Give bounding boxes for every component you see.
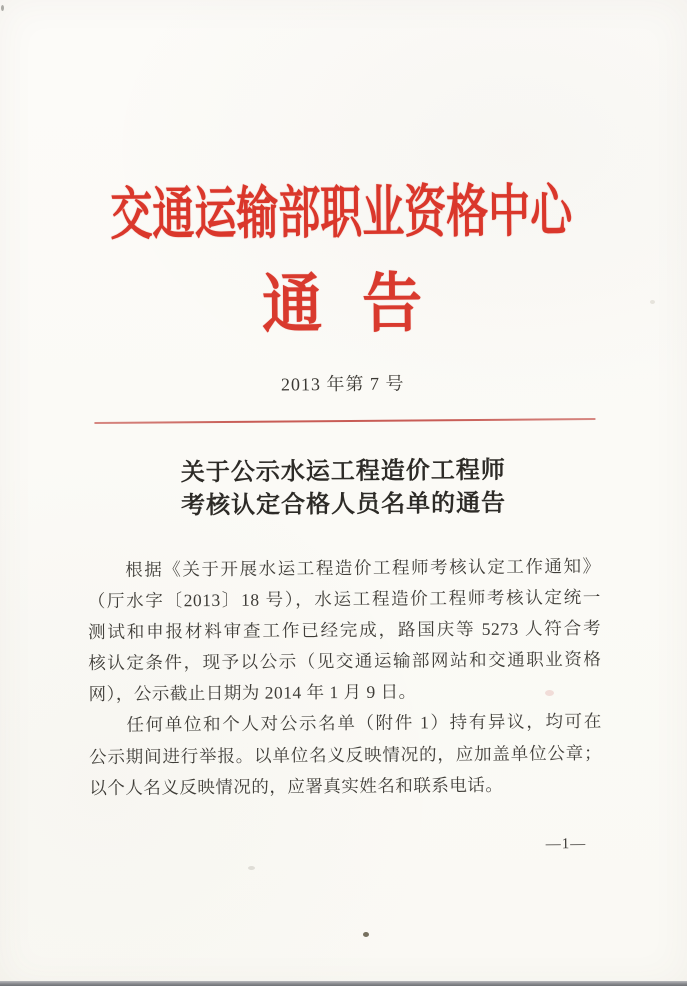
document-title [0, 453, 687, 524]
scan-speck [1, 5, 4, 11]
scan-speck [248, 866, 255, 870]
red-divider-rule [94, 418, 595, 424]
body-line-8: 以个人名义反映情况的，应署真实姓名和联系电话。 [89, 774, 504, 798]
body-line-7: 公示期间进行举报。以单位名义反映情况的，应加盖单位公章； [88, 742, 603, 767]
scan-speck [650, 300, 655, 304]
scan-speck [363, 932, 369, 937]
scan-speck [545, 690, 554, 696]
body-line-4: 核认定条件，现予以公示（见交通运输部网站和交通职业资格 [88, 649, 602, 674]
body-line-6: 任何单位和个人对公示名单（附件 1）持有异议，均可在 [126, 711, 602, 736]
body-text [87, 551, 602, 804]
page-number: —1— [545, 836, 587, 853]
issue-number: 2013 年第 7 号 [280, 373, 405, 395]
notice-char-tong: 通 [261, 268, 323, 341]
body-line-5: 网），公示截止日期为 2014 年 1 月 9 日。 [88, 681, 417, 705]
body-line-3: 测试和申报材料审查工作已经完成，路国庆等 5273 人符合考 [88, 618, 602, 643]
scanner-edge-shadow [0, 981, 687, 986]
document-title-line-1: 关于公示水运工程造价工程师 [180, 457, 506, 487]
notice-type-heading [0, 252, 686, 346]
notice-char-gao: 告 [361, 268, 423, 340]
document-title-line-2: 考核认定合格人员名单的通告 [180, 490, 507, 520]
body-line-1: 根据《关于开展水运工程造价工程师考核认定工作通知》 [125, 555, 601, 580]
issuing-org-title: 交通运输部职业资格中心 [110, 181, 573, 248]
body-line-2: （厅水字〔2013〕18 号），水运工程造价工程师考核认定统一 [87, 587, 601, 612]
